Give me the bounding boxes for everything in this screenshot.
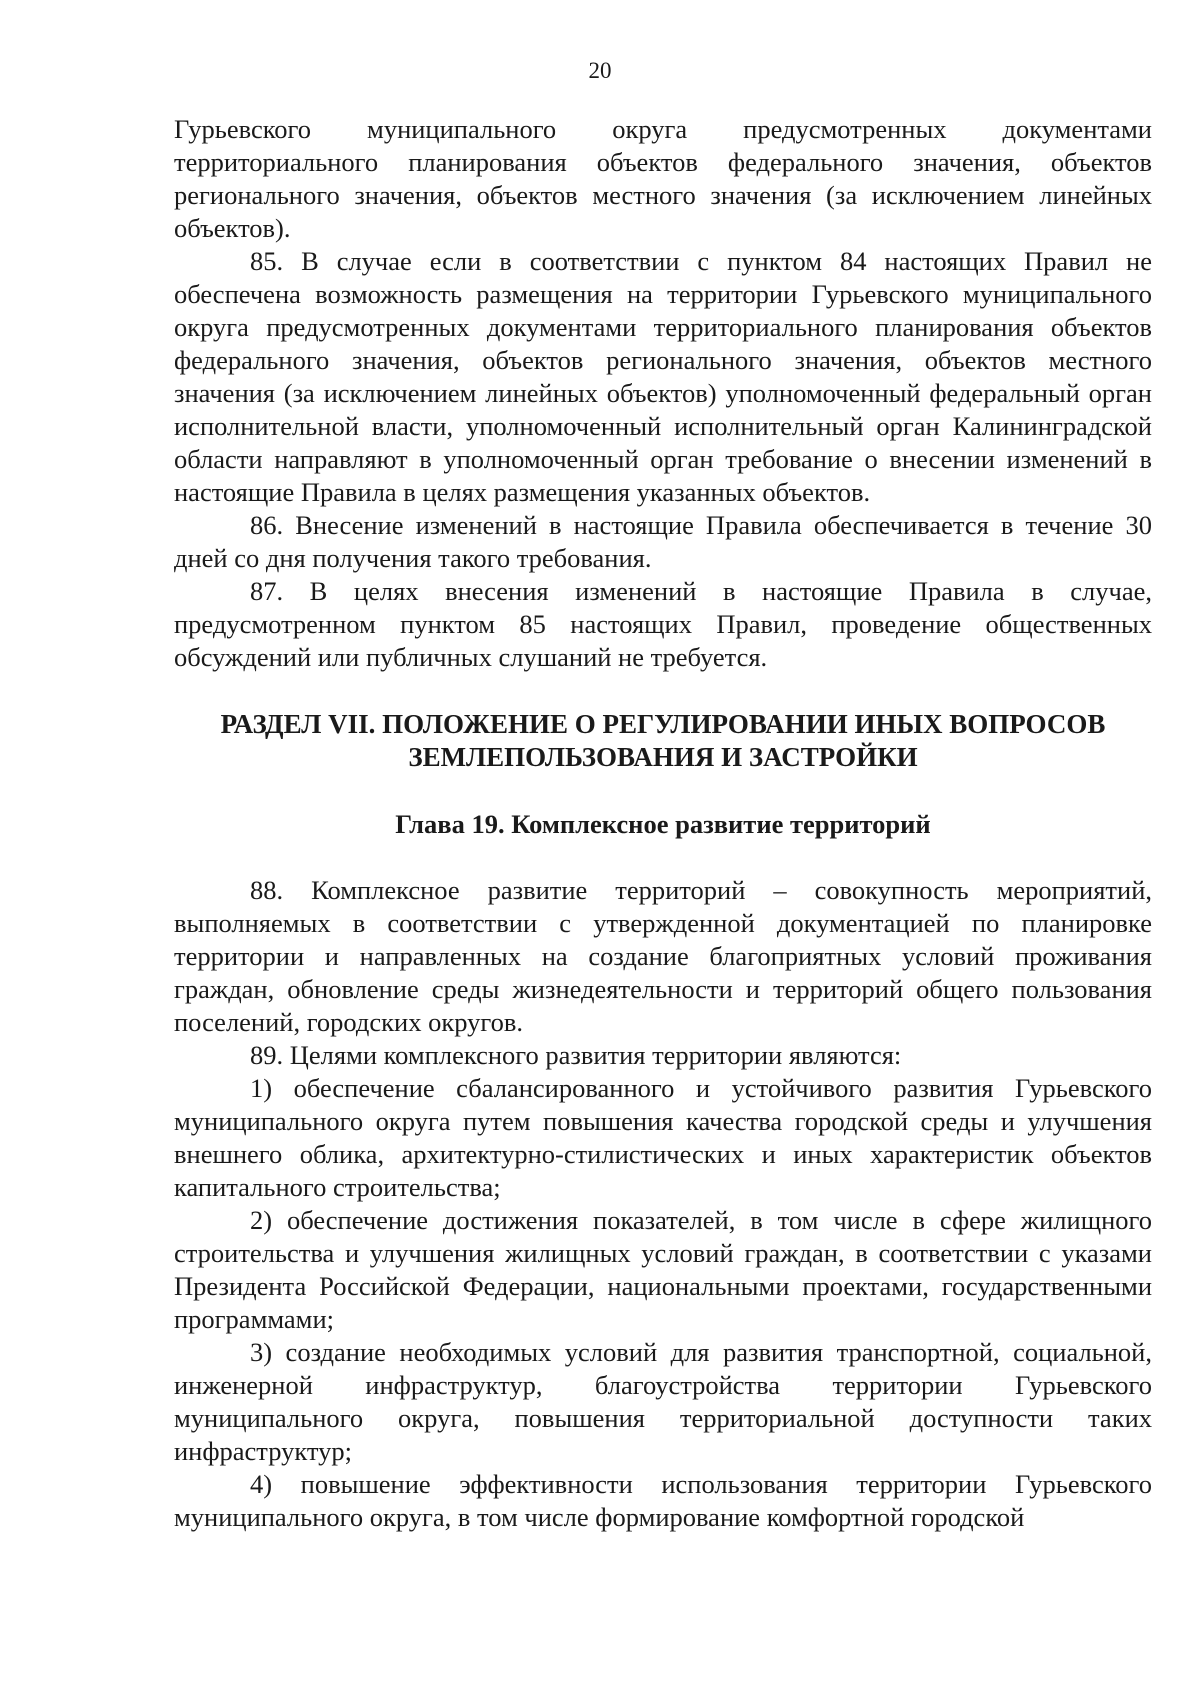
chapter-title: Глава 19. Комплексное развитие территорий xyxy=(395,809,931,839)
list-item-4: 4) повышение эффективности использования территории Гурьевского муниципального округа, в том числе формирование комфортной городской xyxy=(174,1469,1152,1532)
document-body xyxy=(174,113,1152,1534)
paragraph-continuation: Гурьевского муниципального округа предусмотренных документами территориального планирования объектов федерального значения, объектов регионального значения, объектов местного значения (за исключением линейных объектов). xyxy=(174,114,1152,243)
paragraph-87: 87. В целях внесения изменений в настоящие Правила в случае, предусмотренном пунктом 85 настоящих Правил, проведение общественных обсуждений или публичных слушаний не требуется. xyxy=(174,576,1152,672)
list-item-3: 3) создание необходимых условий для развития транспортной, социальной, инженерной инфраструктур, благоустройства территории Гурьевского муниципального округа, повышения территориальной доступности таких инфраструктур; xyxy=(174,1337,1152,1466)
page-number: 20 xyxy=(588,58,612,83)
list-item-1: 1) обеспечение сбалансированного и устойчивого развития Гурьевского муниципального округа путем повышения качества городской среды и улучшения внешнего облика, архитектурно-стилистических и иных характеристик объектов капитального строительства; xyxy=(174,1073,1152,1202)
paragraph-86: 86. Внесение изменений в настоящие Правила обеспечивается в течение 30 дней со дня получения такого требования. xyxy=(174,510,1152,573)
paragraph-85: 85. В случае если в соответствии с пунктом 84 настоящих Правил не обеспечена возможность размещения на территории Гурьевского муниципального округа предусмотренных документами территориального планирования объектов федерального значения, объектов регионального значения, объектов местного значения (за исключением линейных объектов) уполномоченный федеральный орган исполнительной власти, уполномоченный исполнительный орган Калининградской области направляют в уполномоченный орган требование о внесении изменений в настоящие Правила в целях размещения указанных объектов. xyxy=(174,246,1152,507)
section-title: РАЗДЕЛ VII. ПОЛОЖЕНИЕ О РЕГУЛИРОВАНИИ ИНЫХ ВОПРОСОВ ЗЕМЛЕПОЛЬЗОВАНИЯ И ЗАСТРОЙКИ xyxy=(220,709,1106,772)
paragraph-88: 88. Комплексное развитие территорий – совокупность мероприятий, выполняемых в соответствии с утвержденной документацией по планировке территории и направленных на создание благоприятных условий проживания граждан, обновление среды жизнедеятельности и территорий общего пользования поселений, городских округов. xyxy=(174,875,1152,1037)
list-item-2: 2) обеспечение достижения показателей, в том числе в сфере жилищного строительства и улучшения жилищных условий граждан, в соответствии с указами Президента Российской Федерации, национальными проектами, государственными программами; xyxy=(174,1205,1152,1334)
paragraph-89: 89. Целями комплексного развития территории являются: xyxy=(250,1040,902,1070)
